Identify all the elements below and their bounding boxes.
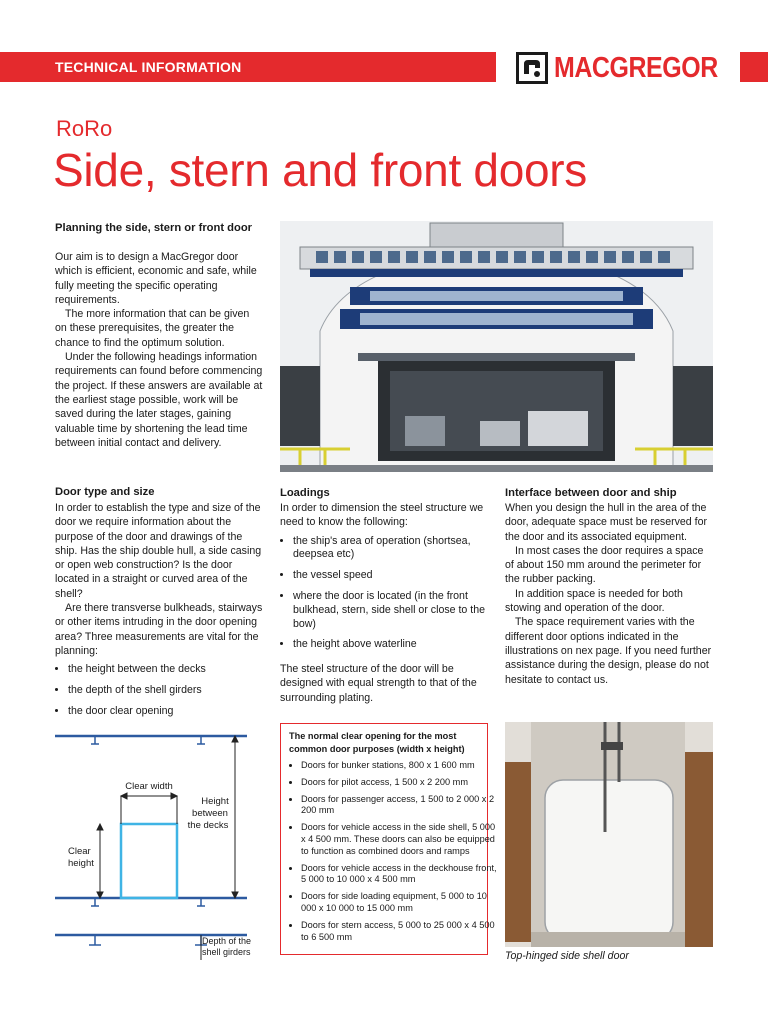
list-item: • the vessel speed	[293, 569, 488, 583]
list-item: • Doors for vehicle access in the deckhouse front, 5 000 to 10 000 x 4 500 mm	[301, 863, 497, 887]
list-item: • the height between the decks	[68, 663, 265, 677]
brand-mark-icon	[516, 52, 548, 84]
list-item: • where the door is located (in the front bulkhead, stern, side shell or close to the bow)	[293, 590, 488, 631]
section-label: TECHNICAL INFORMATION	[55, 59, 242, 75]
loadings-heading: Loadings	[280, 487, 330, 499]
interface-paragraph: When you design the hull in the area of the door, adequate space must be reserved for the door and its associated equipment.	[505, 502, 707, 543]
loadings-outro: The steel structure of the door will be designed with equal strength to that of the surrounding plating.	[280, 663, 477, 704]
list-item: • Doors for pilot access, 1 500 x 2 200 mm	[301, 777, 497, 789]
door-dimensions-diagram	[55, 730, 260, 965]
door-type-body	[55, 501, 265, 726]
list-item: • Doors for stern access, 5 000 to 25 000 x 4 500 to 6 500 mm	[301, 920, 497, 944]
loadings-intro: In order to dimension the steel structure we need to know the following:	[280, 502, 484, 529]
side-shell-door-photo	[505, 722, 713, 947]
planning-paragraph: Our aim is to design a MacGregor door which is efficient, economic and safe, while fully meeting the specific operating requirements.	[55, 251, 257, 306]
interface-paragraph: In most cases the door requires a space of about 150 mm around the perimeter for the rubber packing.	[505, 544, 704, 586]
planning-paragraph: Under the following headings information requirements can found before commencing the project. If these answers are available at the earliest stage possible, work will be saved during the later stages, gaining valuable time by shortening the lead time between initial contact and delivery.	[55, 351, 263, 449]
loadings-list	[280, 535, 488, 653]
brand-name: MACGREGOR	[554, 52, 718, 84]
measurements-list	[55, 663, 265, 718]
interface-paragraph: In addition space is needed for both stowing and operation of the door.	[505, 587, 683, 615]
clear-opening-title: The normal clear opening for the most common door purposes (width x height)	[289, 731, 465, 754]
height-label-line: the decks	[187, 820, 229, 831]
clear-height-label-line: height	[68, 858, 94, 869]
list-item: • the depth of the shell girders	[68, 684, 265, 698]
page-subtitle: RoRo	[56, 116, 113, 141]
photo-caption: Top-hinged side shell door	[505, 950, 629, 962]
list-item: • Doors for passenger access, 1 500 to 2 000 x 2 200 mm	[301, 794, 497, 818]
interface-paragraph: The space requirement varies with the different door options indicated in the illustrations on nex page. If you need further assistance during the design, please do not hesitate to contact us.	[505, 616, 712, 686]
macgregor-logo	[516, 52, 726, 84]
interface-body	[505, 501, 713, 687]
interface-heading: Interface between door and ship	[505, 487, 677, 499]
ferry-bow-door-photo	[280, 221, 713, 472]
door-type-paragraph: In order to establish the type and size of the door we require information about the purpose of the door and drawings of the ship. Has the ship double hull, a side casing or open web construction? Is the door located in a straight or curved area of the shell?	[55, 502, 262, 600]
height-label-line: Height	[201, 796, 229, 807]
door-type-paragraph: Are there transverse bulkheads, stairways or other items intruding in the door opening area? Three measurements are vital for the planning:	[55, 602, 263, 657]
list-item: • the ship's area of operation (shortsea, deepsea etc)	[293, 535, 488, 563]
depth-label-line: Depth of the	[202, 936, 252, 946]
clear-height-label-line: Clear	[68, 846, 91, 857]
depth-label-line: shell girders	[202, 947, 251, 957]
header-band-end	[740, 52, 768, 82]
list-item: • Doors for side loading equipment, 5 000 to 10 000 x 10 000 to 15 000 mm	[301, 891, 497, 915]
page-title: Side, stern and front doors	[53, 144, 587, 196]
clear-opening-box	[280, 723, 497, 955]
clear-opening-list	[289, 760, 497, 948]
planning-paragraph: The more information that can be given on these prerequisites, the greater the chance to find the optimum solution.	[55, 308, 250, 349]
list-item: • Doors for bunker stations, 800 x 1 600 mm	[301, 760, 497, 772]
planning-heading: Planning the side, stern or front door	[55, 222, 253, 234]
loadings-body	[280, 501, 488, 705]
list-item: • the height above waterline	[293, 638, 488, 652]
list-item: • the door clear opening	[68, 705, 265, 719]
list-item: • Doors for vehicle access in the side shell, 5 000 x 4 500 mm. These doors can also be equipped to function as combined doors and ramps	[301, 822, 497, 857]
height-label-line: between	[192, 808, 228, 819]
door-type-heading: Door type and size	[55, 486, 155, 498]
header-band	[0, 52, 496, 82]
planning-body	[55, 250, 263, 450]
clear-width-label: Clear width	[125, 781, 173, 792]
